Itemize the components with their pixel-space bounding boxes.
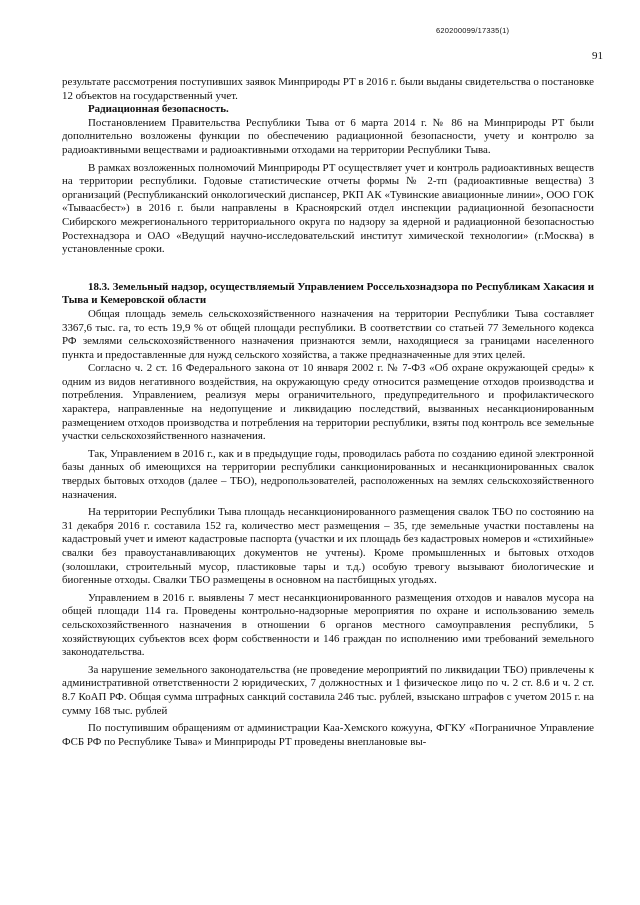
paragraph-continuation: результате рассмотрения поступивших заявок Минприроды РТ в 2016 г. были выданы свидетельства о постановке 12 объектов на государственный учет. [62,76,594,102]
paragraph: Так, Управлением в 2016 г., как и в предыдущие годы, проводилась работа по созданию единой электронной базы данных об имеющихся на территории республики санкционированных и несанкционированных свалок твердых бытовых отходов (далее – ТБО), недропользователей, расположенных на землях сельскохозяйственного назначения. [62,447,594,501]
paragraph: По поступившим обращениям от администрации Каа-Хемского кожууна, ФГКУ «Пограничное Управление ФСБ РФ по Республике Тыва» и Минприроды РТ проведены внеплановые вы- [62,722,594,748]
document-id: 620200099/17335(1) [436,26,510,35]
paragraph: Общая площадь земель сельскохозяйственного назначения на территории Республики Тыва составляет 3367,6 тыс. га, то есть 19,9 % от общей площади республики. В соответствии со статьей 77 Земельного кодекса РФ землями сельскохозяйственного назначения признаются земли, находящиеся за границами населенного пункта и предоставленные для нужд сельского хозяйства, а также предназначенные для этих целей. [62,307,594,361]
paragraph: Согласно ч. 2 ст. 16 Федерального закона от 10 января 2002 г. № 7-ФЗ «Об охране окружающей среды» к одним из видов негативного воздействия, на окружающую среду относится размещение отходов производства и потребления. Управлением, реализуя меры ограничительного, предупредительного и профилактического характера, направленные на недопущение и ликвидацию последствий, вызванных несанкционированным размещением отходов производства и потребления на территории республики, взяты под контроль все земельные участки сельскохозяйственного назначения. [62,362,594,443]
paragraph: На территории Республики Тыва площадь несанкционированного размещения свалок ТБО по состоянию на 31 декабря 2016 г. составила 152 га, количество мест размещения – 35, где земельные участки поставлены на кадастровый учет и имеют кадастровые паспорта (участки и их площадь без кадастровых номеров и «стихийные» свалки без правоустанавливающих документов не учтены). Кроме промышленных и бытовых отходов (золошлаки, строительный мусор, пластиковые тары и т.д.) особую тревогу вызывают биологические и биогенные отходы. Свалки ТБО размещены в основном на пастбищных угодьях. [62,506,594,587]
paragraph: В рамках возложенных полномочий Минприроды РТ осуществляет учет и контроль радиоактивных веществ на территории республики. Годовые статистические отчеты формы № 2-тп (радиоактивные вещества) 3 организаций (Республиканский онкологический диспансер, РКП АК «Тувинские авиационные линии», ООО ГОК «Тываасбест») в 2016 г. были направлены в Красноярский отдел инспекции радиационной безопасности Сибирского межрегионального территориального округа по надзору за ядерной и радиационной безопасностью Ростехнадзора и ОАО «Ведущий научно-исследовательский институт химической технологии» (г.Москва) в установленные сроки. [62,161,594,256]
section-heading-18-3: 18.3. Земельный надзор, осуществляемый Управлением Россельхознадзора по Республикам Хакасия и Тыва и Кемеровской области [62,280,594,307]
paragraph: Управлением в 2016 г. выявлены 7 мест несанкционированного размещения отходов и навалов мусора на общей площади 114 га. Проведены контрольно-надзорные мероприятия по охране и использованию земель сельскохозяйственного назначения в отношении 6 органов местного самоуправления республики, 5 хозяйствующих субъектов всех форм собственности и 146 граждан по исполнению ими требований земельного законодательства. [62,591,594,659]
page-body [62,76,594,749]
paragraph: Постановлением Правительства Республики Тыва от 6 марта 2014 г. № 86 на Минприроды РТ были дополнительно возложены функции по обеспечению радиационной безопасности, учету и контролю за радиоактивными веществами и радиоактивными отходами на территории Республики Тыва. [62,116,594,156]
paragraph: За нарушение земельного законодательства (не проведение мероприятий по ликвидации ТБО) привлечены к административной ответственности 2 юридических, 7 должностных и 1 физическое лицо по ч. 2 ст. 8.6 и ч. 2 ст. 8.7 КоАП РФ. Общая сумма штрафных санкций составила 246 тыс. рублей, взыскано штрафов с учетом 2015 г. на сумму 168 тыс. рублей [62,663,594,717]
subheading-radiation-safety: Радиационная безопасность. [88,103,229,116]
page-number: 91 [592,50,603,62]
